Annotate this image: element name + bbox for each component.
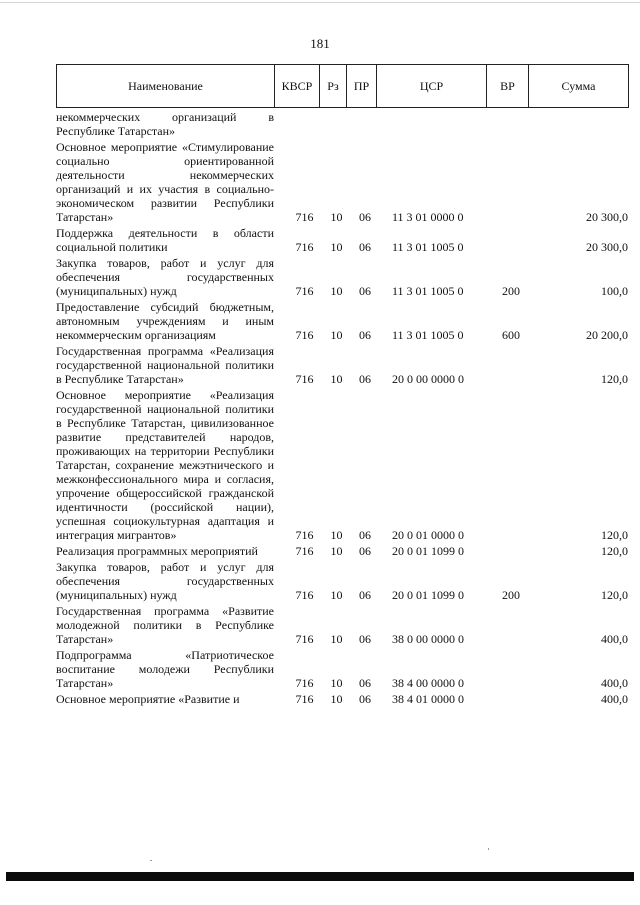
row-kvsr: 716 (295, 676, 314, 690)
row-kvsr (278, 108, 323, 138)
row-pr: 06 (359, 210, 371, 224)
row-sum: 20 300,0 (586, 210, 628, 224)
row-rz: 10 (330, 632, 343, 646)
row-sum: 120,0 (601, 372, 628, 386)
row-pr: 06 (359, 588, 371, 602)
row-sum: 100,0 (601, 284, 628, 298)
table-row (56, 224, 632, 254)
row-vr: 200 (502, 588, 520, 602)
column-header-pr: ПР (347, 65, 377, 108)
column-header-name: Наименование (57, 65, 275, 108)
row-kvsr: 716 (295, 692, 314, 706)
row-csr: 11 3 01 1005 0 (392, 240, 464, 254)
row-csr: 38 4 01 0000 0 (392, 692, 464, 706)
row-pr: 06 (359, 544, 371, 558)
row-name: Государственная программа «Реализация государственной национальной политики в Республике Татарстан» (56, 344, 274, 386)
scan-bottom-edge (6, 872, 634, 881)
row-name: Подпрограмма «Патриотическое воспитание молодежи Республики Татарстан» (56, 648, 274, 690)
row-pr: 06 (359, 692, 371, 706)
row-pr: 06 (359, 632, 371, 646)
table-row (56, 298, 632, 342)
column-header-kvsr: КВСР (275, 65, 320, 108)
header-row (57, 65, 629, 108)
table-row (56, 602, 632, 646)
row-kvsr: 716 (295, 240, 314, 254)
row-sum: 400,0 (601, 692, 628, 706)
row-sum: 400,0 (601, 632, 628, 646)
row-pr: 06 (359, 328, 371, 342)
row-csr: 11 3 01 1005 0 (392, 284, 464, 298)
row-rz: 10 (330, 210, 343, 224)
row-sum: 120,0 (601, 528, 628, 542)
table-row (56, 558, 632, 602)
row-kvsr: 716 (295, 372, 314, 386)
row-rz: 10 (330, 676, 343, 690)
budget-table (56, 108, 632, 706)
row-kvsr: 716 (295, 632, 314, 646)
row-csr: 20 0 01 1099 0 (392, 544, 464, 558)
column-header-sum: Сумма (529, 65, 629, 108)
row-rz: 10 (330, 528, 343, 542)
row-vr: 200 (502, 284, 520, 298)
row-rz: 10 (330, 692, 343, 706)
row-vr (490, 108, 532, 138)
row-vr (490, 690, 532, 706)
row-name: некоммерческих организаций в Республике Татарстан» (56, 110, 274, 138)
column-header-csr: ЦСР (377, 65, 487, 108)
row-rz: 10 (330, 372, 343, 386)
table-row (56, 386, 632, 542)
row-sum: 20 300,0 (586, 240, 628, 254)
row-rz: 10 (330, 328, 343, 342)
row-rz (323, 108, 350, 138)
row-kvsr: 716 (295, 210, 314, 224)
row-csr: 11 3 01 1005 0 (392, 328, 464, 342)
row-csr: 11 3 01 0000 0 (392, 210, 464, 224)
row-name: Основное мероприятие «Развитие и (56, 692, 240, 706)
row-kvsr: 716 (295, 284, 314, 298)
row-sum: 120,0 (601, 544, 628, 558)
row-pr (350, 108, 380, 138)
row-vr: 600 (502, 328, 520, 342)
scan-edge-line (0, 2, 640, 3)
scan-speck (488, 848, 489, 850)
row-name: Основное мероприятие «Стимулирование социально ориентированной деятельности некоммерческих организаций и их участия в социально-экономическом развитии Республики Татарстан» (56, 140, 274, 224)
row-name: Государственная программа «Развитие молодежной политики в Республике Татарстан» (56, 604, 274, 646)
row-rz: 10 (330, 240, 343, 254)
row-pr: 06 (359, 240, 371, 254)
row-name: Закупка товаров, работ и услуг для обеспечения государственных (муниципальных) нужд (56, 256, 274, 298)
row-sum: 20 200,0 (586, 328, 628, 342)
table-row (56, 138, 632, 224)
table-row (56, 108, 632, 138)
table-row (56, 690, 632, 706)
row-csr: 20 0 00 0000 0 (392, 372, 464, 386)
row-pr: 06 (359, 284, 371, 298)
row-name: Основное мероприятие «Реализация государственной национальной политики в Республике Татарстан, цивилизованное развитие представителей народов, проживающих на территории Республики Татарстан, сохранение межэтнического и межконфессионального мира и согласия, упрочение общероссийской гражданской идентичности (российской нации), успешная социокультурная адаптация и интеграция мигрантов» (56, 388, 274, 542)
column-header-vr: ВР (487, 65, 529, 108)
row-kvsr: 716 (295, 588, 314, 602)
row-sum: 120,0 (601, 588, 628, 602)
row-csr (380, 108, 490, 138)
row-sum: 400,0 (601, 676, 628, 690)
row-name: Закупка товаров, работ и услуг для обеспечения государственных (муниципальных) нужд (56, 560, 274, 602)
row-rz: 10 (330, 284, 343, 298)
row-vr (490, 602, 532, 646)
column-header-rz: Рз (320, 65, 347, 108)
row-vr (490, 224, 532, 254)
row-pr: 06 (359, 528, 371, 542)
row-rz: 10 (330, 588, 343, 602)
table-row (56, 342, 632, 386)
row-vr (490, 542, 532, 558)
table-row (56, 542, 632, 558)
row-csr: 38 4 00 0000 0 (392, 676, 464, 690)
table-row (56, 646, 632, 690)
row-rz: 10 (330, 544, 343, 558)
row-name: Поддержка деятельности в области социальной политики (56, 226, 274, 254)
table-row (56, 254, 632, 298)
row-vr (490, 646, 532, 690)
row-pr: 06 (359, 676, 371, 690)
row-kvsr: 716 (295, 328, 314, 342)
row-csr: 38 0 00 0000 0 (392, 632, 464, 646)
table-header (56, 64, 629, 108)
page-number: 181 (310, 36, 330, 51)
row-sum (532, 108, 632, 138)
row-name: Предоставление субсидий бюджетным, автономным учреждениям и иным некоммерческим организациям (56, 300, 274, 342)
row-kvsr: 716 (295, 544, 314, 558)
row-pr: 06 (359, 372, 371, 386)
row-name: Реализация программных мероприятий (56, 544, 258, 558)
row-vr (490, 342, 532, 386)
budget-table-body (56, 108, 632, 706)
row-kvsr: 716 (295, 528, 314, 542)
row-vr (490, 138, 532, 224)
row-csr: 20 0 01 0000 0 (392, 528, 464, 542)
row-csr: 20 0 01 1099 0 (392, 588, 464, 602)
row-vr (490, 386, 532, 542)
scan-speck (150, 860, 152, 861)
